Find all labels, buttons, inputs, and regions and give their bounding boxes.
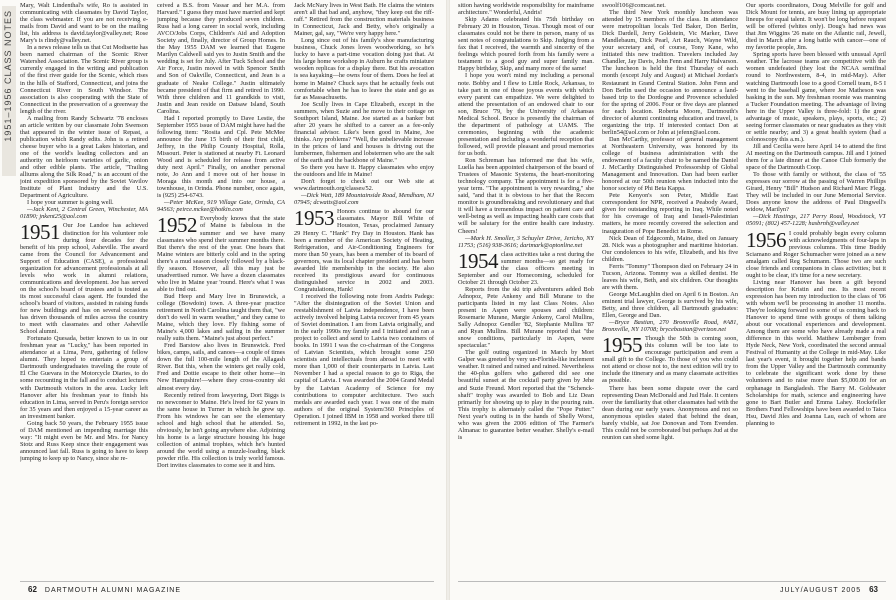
author-signature: —Mark H. Smoller, 3 Schuyler Drive, Jericho, NY 11753; (516) 938-3616; dartmark@optonline.net: [458, 234, 594, 249]
paragraph-text: Our Joe Landoe has achieved distinction for his volunteer role during four decades for the benefit of his prep school, Asheville. The award came from the Council for Advancement and Support of Education (CASE), a professional organization for advancement professionals at all levels who work in alumni relations, communications and development. Joe has served on the school's board of trustees and is touted as its most successful class agent. He founded the school's board of visitors, assisted in raising funds for new buildings and has on several occasions has driven thousands of miles across the country to meet with classmates and other Asheville School alumni.: [20, 222, 148, 336]
author-signature: —Dick Hastings, 217 Perry Road, Woodstock, VT 05091; (802) 457-1228; hasbrnh@valley.net: [746, 213, 886, 228]
class-year-heading: 1956: [746, 227, 786, 252]
paragraph: In a news release tells us that Cut Modisette has been named chairman of the Scenic River Watershed Association. The Scenic River group is currently engaged in the writing and publication of the first river guide for the Scenic, which rises in the hills of Stafford, Connecticut, and joins the Connecticut River in South Windsor. The association is also cooperating with the State of Connecticut in the preservation of a greenway the length of the river.: [20, 44, 148, 115]
paragraph: Living near Hanover has been a gift beyond description for Kristin and me. Its most recent expression has been my introduction to the class of '06 with whom we'll be processing in another 11 months. They're looking forward to some of us coming back to Hanover to spend time with groups of them talking about our vocational experiences and development. Among them are some who have already made a real difference in this world. Matthew Lemberger from Hyde Neck, New York, coordinated the second annual Festival of Humanity at the College in mid-May. Like last year's event, it brought together help and bands from the Upper Valley and the Dartmouth community to celebrate the significant work done by these volunteers and to raise more than $5,000.00 for an orphanage in Bangladesh. The Barry M. Goldwater Scholarships for math, science and engineering have gone to Bart Butler and Emma Lahey. Rockefeller Brothers Fund Fellowships have been awarded to Taica Hsu, David Jiles and Joanna Lau, each of whom are planning to: [746, 278, 886, 427]
paragraph: Fortunato Quesada, better known to us in our freshman year as "Lucky," has been reported in attendance at a Lima, Peru, gathering of fellow alumni. They hoped to entertain a group of Dartmouth undergraduates traveling the route of El Che Guevara in the Motorcycle Diaries, to do some recounting in the fall and to conduct lectures with Dartmouth visitors in the area. Lucky left Hanover after his freshman year to finish his education in Lima, served in Peru's foreign service for 35 years and then enjoyed a 15-year career as an investment banker.: [20, 335, 148, 420]
paragraph: Nick Dean of Edgecomb, Maine, died on January 28. Nick was a photographer and maritime historian. Our condolences to his wife, Elizabeth, and his five children.: [602, 234, 738, 263]
column-2: [157, 2, 285, 572]
issue-date: JULY/AUGUST 2005: [779, 587, 862, 594]
paragraph: A mailing from Randy Schwartz '78 encloses an article written by our classmate John Swenson that appeared in the winter issue of Repast, a publication which Randy edits. John is a retired cheese buyer who is a great Lakes historian, and one of the world's leading collectors and an authority on heirloom varieties of garlic, onion and other edible plants. The article, "Trailing alliums along the Silk Road," is an account of the joint expedition sponsored by the Soviet Vavilov Institute of Plant Industry and the U.S. Department of Agriculture.: [20, 114, 148, 200]
paragraph-text: Honors continue to abound for our classmates. Mayor Bill White of Houston, Texas, proclaimed January 29 Henry C. "Hank" Fry Day in Houston. Hank has been a member of the American Society of Heating, Refrigeration, and Air-Conditioning Engineers for more than 50 years, has been a member of its board of governors, was its local chapter president and has been awarded life membership in the society. He also received its prestigious award for continuous distinguished service in 2002 and 2003. Congratulations, Hank!: [294, 208, 434, 293]
paragraph: Had I reported promptly to Dave Lestie, the September 1955 issue of DAM might have had the following item: "Rosita and Cpl. Pete McMee announce the June 15 birth of their first child, Jeffrey, in the Philip County Hospital, Rolla, Missouri. Peter is stationed at nearby Ft. Leonard Wood and is scheduled for release from active duty next April." Finally, on another personal note, Jo Ann and I move out of her house in Moraga this month and into our house, a townhouse, in Orinda. Phone number, once again, is (925) 254-6743.: [157, 114, 285, 200]
left-page: [0, 0, 446, 600]
author-signature: —Peter McKee, 919 Village Gate, Orinda, CA 94563; peirce.mckee@hotkin.com: [157, 199, 285, 214]
paragraph: ceived a B.S. from Vassar and her M.A. from Harvard." I guess they must have married and kept jumping because they produced seven children. Russ had a long career in social work, including AVCO/Jobs Corps, Children's Aid and Adoption Society and, finally, director of Group Homes. In the May 1955 DAM we learned that Eugene Marilyn Caldwell said yes to Justin Smith and the wedding is set for July. After Tuck School and the Air Force, Justin moved in with Spencer Smith and Son of Oakville, Connecticut, and Jean is a graduate of Neake College." Justin ultimately became president of that firm and retired in 1990. With three children and 11 grandkids to visit, Justin and Jean reside on Datsaw Island, South Carolina.: [157, 2, 285, 115]
paragraph-text: class activities take a rest during the summer months—so get ready for the class officers meeting in September and our Homecoming, scheduled for October 21 through October 23.: [458, 250, 594, 286]
class-year-heading: 1951: [20, 220, 60, 245]
paragraph: Bud Heep and Mary live in Brunswick, a college (Bowdoin) town. A three-year practice retirement in North Carolina taught them that, "we don't do well in warm weather," and they came to Maine, which they love. Fly fishing some of Maine's 4,000 lakes and sailing in the summer really suits them. "Maine's just about perfect.": [157, 292, 285, 343]
author-signature: —Dick Watt, 189 Mountainside Road, Mendham, NJ 07945; dcwatts@aol.com: [294, 192, 434, 207]
section-tab: [2, 6, 16, 176]
footer-rule: [458, 581, 886, 582]
author-signature: —Jack Kent, 2 Central Green, Winchester, MA 01890; jnkent25@aol.com: [20, 206, 148, 221]
paragraph: sition having worldwide responsibility for mainframe architecture." Wonderful, Andris!: [458, 2, 594, 17]
paragraph: Don't forget to check out our Web site at www.dartmouth.org/classes/52.: [294, 178, 434, 193]
class-year-heading: 1954: [458, 248, 498, 273]
paragraph-text: Though the 50th is coming soon, this column will be too late to encourage participation and even a small gift to the College. To those of you who could not attend or chose not to, the next edition will try to include the itinerary and as many classmate activities as possible.: [602, 335, 738, 385]
class-year-paragraph: [20, 222, 148, 335]
class-year-paragraph: [746, 227, 886, 279]
paragraph: Recently retired from lawyering, Dort Biggs is no newcomer to Maine. He's lived for 62 years in the same house in Turner in which he grew up. From his windows he can see the elementary school and high school that he attended. So, obviously, he isn't going anywhere else. Adjoining his home is a large structure housing his huge collection of animal trophies, which he's hunted around the world using a muzzle-loading, black powder rifle. His collection is truly world famous. Dort invites classmates to come see it and him.: [157, 391, 285, 470]
class-year-heading: 1953: [294, 206, 334, 231]
column-4: [458, 2, 594, 572]
paragraph: Mary, Walt Lindenthal's wife, Ro is assisted in communicating with classmates by David Taylor, the class webmaster. If you are not receiving e-mails from David and want to be on the mailing list, his address is david.taylor@valley.net; Rose Mary's is rlindy@valley.net.: [20, 2, 148, 45]
class-year-paragraph: [602, 335, 738, 384]
class-year-heading: 1952: [157, 213, 197, 238]
paragraph: swoolf106@comcast.net.: [602, 2, 666, 9]
paragraph-text: I could probably begin every column with acknowledgments of four-laps in previous columns. This time Buddy Sciamano and Roger Schumacher were joined as a new amalgam called Reg Schumann. Those two are such close friends and companions in class activities; but it ought to be clear, it's time for a new secretary.: [746, 229, 886, 279]
paragraph: There has been some dispute over the card representing Dean McDonald and Jud Hale. It centers over the familiarity that other classmates had with the dean during our early years. Anonymous and not so anonymous epistles stated that behind the dean, barely visible, sat Joe Donovan and Tom Evenden. This could not be corroborated but perhaps Jud at the reunion can shed some light.: [602, 384, 738, 441]
paragraph: Our sports coordinators, Doug Melville for golf and Dick Mount for tennis, are busy lining up appropriate lineups for equal talent. It won't be long before request will be offered (whites only). Doug's had news was that Jim Wiggins '26 mate on the Atlantic rail, Jewell, died in March after a long battle with cancer—one of my favorite people, Jim.: [746, 2, 886, 52]
paragraph: I hope you won't mind my including a personal note. Bobby and I flew to Little Rock, Arkansas, to take part in one of those joyous events with which every parent can empathize. We were delighted to attend the presentation of an endowed chair to our son, Bruce '79, by the University of Arkansas Medical School. Bruce is presently the chairman of the department of pathology at UAMS. The ceremonies, beginning with the academic presentation and including a wonderful reception that followed, will provide pleasant and proud memories for us both.: [458, 72, 594, 157]
footer-rule: [20, 581, 434, 582]
paragraph-text: Everybody knows that the state of Maine is fabulous in the summer and we have many classmates who spend their summer months there. But there's the rest of the year. One hears that Maine winters are bitterly cold and in the spring there's a mud season closely followed by a black-fly season. However, all this may just be unadvertised rumor. We have a dozen classmates who live in Maine year 'round. Here's what I was able to find out.: [157, 215, 285, 293]
magazine-name: DARTMOUTH ALUMNI MAGAZINE: [44, 587, 182, 594]
paragraph: Jack McNary lives in West Bath. He claims the winters aren't all that bad and, anyhow, "they keep out the riff-raff." Retired from the construction materials business in Connecticut, Jack and Betty, who's originally a Mainer, gal, say, "We're very happy here.": [294, 2, 434, 38]
right-page: [450, 0, 896, 600]
paragraph: The third New York monthly luncheon was attended by 15 members of the class. In attendance were metropolitan locals Ted Baker, Don Berlin, Dick Dardell, Jerry Goldstein, Vic Marker, Dave Mandlebaum, Dick Pearl, Art Rauch, Wayne Wild, your secretary and, of course, Tony Kane, who initiated this new tradition. Travelers included Jay Chandler, Jay Davis, John Fenn and Harry Halvarson. The luncheon is held the first Thursday of each month (except July and August) at Michael Jordan's Restaurant in Grand Central Station. John Fenn and Don Berlin used the occasion to announce a land-based trip to the Dordogne and Provence scheduled for the spring of 2006. Four or five days are planned for each location. Roberta Moore, Dartmouth's director of alumni continuing education and travel, is organizing the trip. If interested contact Don at berlin54@aol.com or John at jefenn@aol.com.: [602, 9, 738, 136]
class-year-paragraph: [458, 248, 594, 286]
class-year-paragraph: [294, 208, 434, 293]
paragraph: To those with family or without, the class of '55 expresses our sorrow at the passing of Warren Phillips Girard, Henry "Bill" Hudson and Richard Marc Flegg. They will be included in our June Memorial Service. Does anyone know the address of Paul Dingwell's widow, Marilyn?: [746, 171, 886, 214]
column-3: [294, 2, 434, 572]
page-number: 62: [28, 585, 37, 594]
column-1: [20, 2, 148, 572]
paragraph: I received the following note from Andris Padegs: "After the disintegration of the Soviet Union and reestablishment of Latvia independence, I have been actively involved helping Latvia recover from 45 years of Soviet domination. I am from Latvia originally, and in the early 1990s my family and I initiated and ran a project to collect and send to Latvia two containers of books. In 1991 I was the co-chairman of the Congress of Latvian Scientists, which brought some 250 scientists and intellectuals from abroad to meet with more than 1,000 of their counterparts in Latvia. Last November I had a special reason to go to Riga, the capital of Latvia. I was awarded the 2004 Grand Medal by the Latvian Academy of Science for my contributions to computer architecture. Two such medals are awarded each year. I was one of the main authors of the original System/360 Principles of Operation. I joined IBM in 1958 and worked there till retirement in 1992, in the last po-: [294, 292, 434, 427]
paragraph: Reports from the ski trip adventurers added Bob Adnopoz, Pete Ankeny and Bill Murane to the participants listed in my last Class Notes. Also present in Aspen were spouses and children: Rosemarie Murane, Margie Ankeny, Carol Mullins, Sally Adnopoz Gendler '82, Stephanie Mullins '87 and Ryan Mullins. Bill Murane reported that "the snow conditions, particularly in Aspen, were spectacular.": [458, 285, 594, 350]
paragraph: Dan McCarthy, professor of general management at Northeastern University, was honored by its college of business administration with the endowment of a faculty chair to be named the Daniel J. McCarthy Distinguished Professorship of Global Management and Innovation. Dan had been earlier honored at our 50th reunion when inducted into the honor society of Phi Beta Kappa.: [602, 135, 738, 193]
paragraph: So there you have it. Happy classmates who enjoy the outdoors and life in Maine!: [294, 164, 434, 179]
paragraph: Long since out of his family's shoe manufacturing business, Chuck Jones loves woodworking, so he's lucky to have a part-time vocation doing just that. At his large home workshop in Auburn he crafts miniature wooden replicas for a display there. But his avocation is sea kayaking—he owns four of them. Does he feel at home in Maine? Chuck says that he actually feels out comfortable when he has to leave the state and go as far as Massachusetts.: [294, 37, 434, 101]
column-5: [602, 2, 738, 572]
paragraph: Pete Kenyon's son Peter, Middle East correspondent for NPR, received a Peabody Award, given for outstanding reporting in Iraq. While noted for his coverage of Iraq and Israeli-Palestinian matters, he more recently covered the selection and inauguration of Pope Benedict in Rome.: [602, 192, 738, 235]
paragraph: Joe Scully lives in Cape Elizabeth, except in the summers, when Suzie and he move to their cottage on Southport Island, Maine. Joe started as a banker but after 20 years he shifted to a career as a fee-only financial advisor. Like's been good in Maine, Joe thinks. Any problems? "Well, the unbelievable increase in the prices of land and houses is driving out the lumbermen, fishermen and lobstermen who are the salt of the earth and the backbone of Maine.": [294, 100, 434, 165]
paragraph: Fred Barstow also lives in Brunswick. Fred bikes, camps, sails, and canoes—a couple of times down the full 100-mile length of the Allagash River. But this, when the winters get really cold, Fred and Dottie escape to their other home—in New Hampshire!—where they cross-country ski almost every day.: [157, 342, 285, 392]
paragraph: Ron Schreman has informed me that his wife, Luella has been appointed chairperson of the board of Trustees of Masonic Systems, the heart-monitoring technology company. The appointment is for a five-year term. "The appointment is very rewarding," she said, "and that it is obvious to her that the Recom monitor is groundbreaking and revolutionary and that it will have a tremendous impact on patient care and well-being as well as impacting health care costs that will be salutary for the entire health care industry. Cheers!: [458, 157, 594, 235]
paragraph: Going back 50 years, the February 1955 issue of DAM mentioned an impending marriage this way: "It might even be Mr. and Mrs. for Nancy Stotz and Russ Keep since their engagement was announced last fall. Russ is going to have to keep jumping to keep up to Nancy, since she re-: [20, 419, 148, 462]
left-folio: [20, 585, 181, 594]
page-number: 63: [869, 585, 878, 594]
paragraph: George McLaughlin died on April 6 in Boston. An eminent trial lawyer, George is survived by his wife, Betty, and three children, all Dartmouth graduates: Ellen, George and Dan.: [602, 290, 738, 320]
author-signature: —Bryce Bastian, 270 Bronxville Road, #A81, Bronxville, NY 10708; brycebastian@verizon.net: [602, 319, 738, 334]
class-year-paragraph: [157, 215, 285, 293]
paragraph: Skip Adams celebrated his 75th birthday on February 20 in Houston, Texas. Though most of our classmates could not be there in person, many of us sent notes of congratulations to Skip. Judging from a fax that I received, the warmth and sincerity of the feelings which poured forth from his family were a testament to a good guy and super family man. Happy birthday, Skip, and many more of the same!: [458, 16, 594, 73]
right-folio: [780, 585, 886, 594]
paragraph: The golf outing organized in March by Mort Galper was greeted by very un-Florida-like inclement weather. It rained and rained and rained. Nevertheless the 40-plus golfers who gathered did see one beautiful sunset at the cocktail party given by Jehe and Suzie Freund. Mort reported that the "Schenck-shaft" trophy was awarded to Bob and Liz Dean primarily for showing up to play in the pouring rain. This trophy is alternately called the "Pope Putter." Next year's outing is in the hands of Shelly Worst, who was given the 2006 edition of The Farmer's Almanac to guarantee better weather. Shelly's e-mail is: [458, 349, 594, 441]
paragraph: Ferris "Tommy" Thompson died on February 24 in Tucson, Arizona. Tommy was a skilled dentist. He leaves his wife, Beth, and six children. Our thoughts are with them.: [602, 262, 738, 291]
class-year-heading: 1955: [602, 333, 642, 358]
column-6: [746, 2, 886, 572]
paragraph: I hope your summer is going well.: [27, 199, 114, 207]
section-tab-label: 1951–1956 CLASS NOTES: [3, 10, 13, 142]
paragraph: Jill and Cecilia were here April 14 to attend the first AI meeting on the Dartmouth campus. Jill and I joined them for a late dinner at the Canoe Club formerly the space of the Dartmouth Coop.: [746, 142, 886, 172]
paragraph: Spring sports have been blessed with unusual April weather. The lacrosse teams are competitive with the women undefeated (they lost the NCAA semifinal round to Northwestern, 8-4, in mid-May). After watching Dartmouth lose to a good Cornell team, 8-5 I went to the baseball game, where Joe Matheson was basking in the sun. My freshman roomie was manning a Tucker Foundation meeting. The advantage of living here in the Upper Valley is three-fold: 1) the great advantage of music, speakers, plays, sports, etc.; 2) seeing former classmates or near graduates as they visit or settle nearby; and 3) a great health system (had a colonoscopy this a.m.).: [746, 51, 886, 143]
